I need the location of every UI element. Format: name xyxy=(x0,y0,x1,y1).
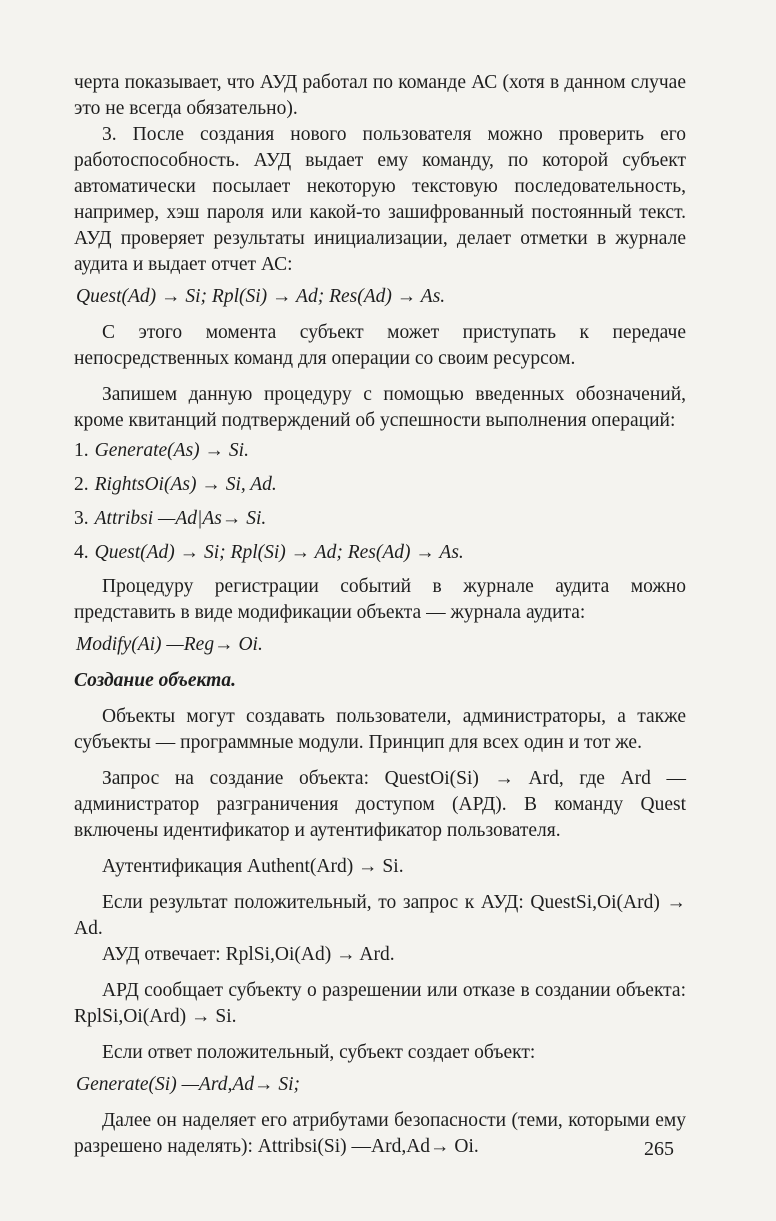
list-item-number: 3. xyxy=(74,508,89,529)
list-item-text: Attribsi —Ad|As→ Si. xyxy=(94,508,267,529)
paragraph-authentication: Аутентификация Authent(Ard) → Si. xyxy=(102,856,404,877)
list-item-text: Quest(Ad) → Si; Rpl(Si) → Ad; Res(Ad) → As. xyxy=(94,542,464,563)
list-item-number: 2. xyxy=(74,474,89,495)
paragraph-procedure-intro: Запишем данную процедуру с помощью введенных обозначений, кроме квитанций подтверждений об успешности выполнения операций: xyxy=(74,384,686,431)
list-item xyxy=(74,472,686,498)
formula-quest: Quest(Ad) → Si; Rpl(Si) → Ad; Res(Ad) → As. xyxy=(76,286,446,307)
list-item-text: Generate(As) → Si. xyxy=(94,440,249,461)
formula-modify: Modify(Ai) —Reg→ Oi. xyxy=(76,634,263,655)
paragraph-request-aud: Если результат положительный, то запрос к АУД: QuestSi,Oi(Ard) → Ad. xyxy=(74,892,686,939)
page-body xyxy=(74,70,686,1160)
list-item xyxy=(74,506,686,532)
paragraph-object-creators: Объекты могут создавать пользователи, администраторы, а также субъекты — программные модули. Принцип для всех один и тот же. xyxy=(74,706,686,753)
list-item xyxy=(74,540,686,566)
paragraph-continuation: черта показывает, что АУД работал по команде АС (хотя в данном случае это не всегда обязательно). xyxy=(74,72,686,119)
list-item-number: 1. xyxy=(74,440,89,461)
formula-generate: Generate(Si) —Ard,Ad→ Si; xyxy=(76,1074,301,1095)
paragraph-positive-answer: Если ответ положительный, субъект создает объект: xyxy=(102,1042,536,1063)
paragraph-aud-reply: АУД отвечает: RplSi,Oi(Ad) → Ard. xyxy=(102,944,395,965)
section-heading: Создание объекта. xyxy=(74,670,236,691)
list-item-number: 4. xyxy=(74,542,89,563)
paragraph-subject-start: С этого момента субъект может приступать к передаче непосредственных команд для операции со своим ресурсом. xyxy=(74,322,686,369)
paragraph-ard-reply: АРД сообщает субъекту о разрешении или отказе в создании объекта: RplSi,Oi(Ard) → Si. xyxy=(74,980,686,1027)
list-item-text: RightsOi(As) → Si, Ad. xyxy=(94,474,277,495)
page-number: 265 xyxy=(644,1138,674,1160)
paragraph-audit-log: Процедуру регистрации событий в журнале аудита можно представить в виде модификации объекта — журнала аудита: xyxy=(74,576,686,623)
procedure-list xyxy=(74,438,686,566)
list-item xyxy=(74,438,686,464)
paragraph-step-3: 3. После создания нового пользователя можно проверить его работоспособность. АУД выдает ему команду, по которой субъект автоматически посылает некоторую текстовую последовательность, например, хэш пароля или какой-то зашифрованный постоянный текст. АУД проверяет результаты инициализации, делает отметки в журнале аудита и выдает отчет АС: xyxy=(74,124,686,275)
paragraph-attributes: Далее он наделяет его атрибутами безопасности (теми, которыми ему разрешено наделять): Attribsi(Si) —Ard,Ad→ Oi. xyxy=(74,1110,686,1157)
paragraph-create-request: Запрос на создание объекта: QuestOi(Si) → Ard, где Ard — администратор разграничения доступом (АРД). В команду Quest включены идентификатор и аутентификатор пользователя. xyxy=(74,768,686,841)
